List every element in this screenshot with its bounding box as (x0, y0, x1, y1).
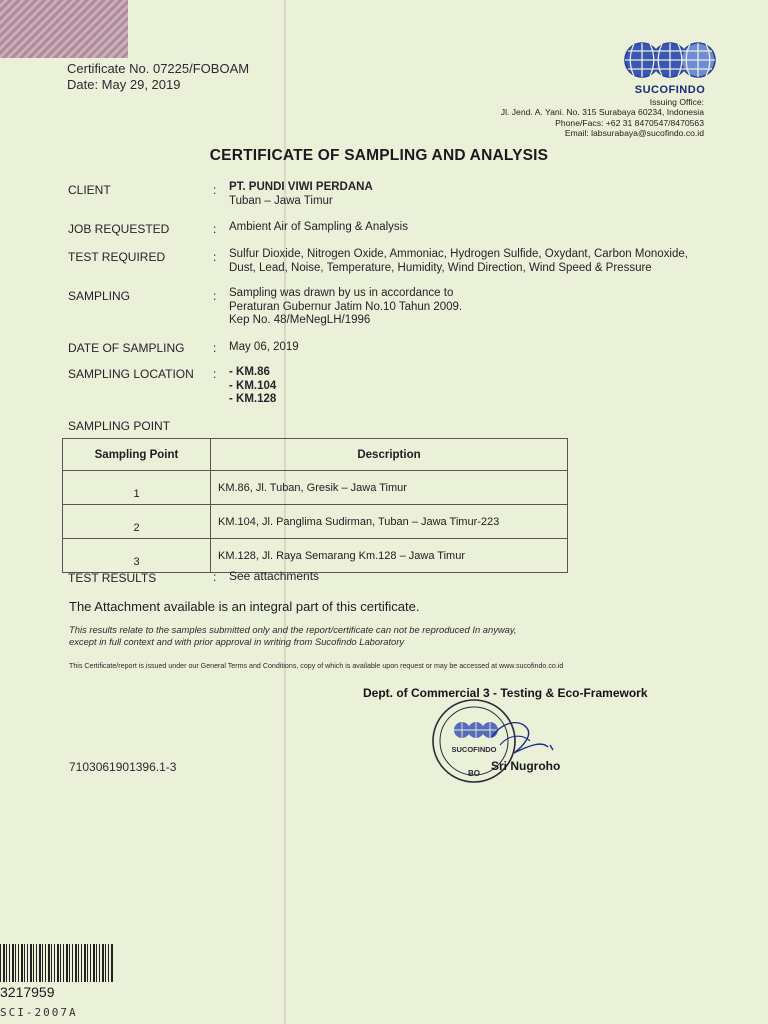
barcode-icon (0, 944, 114, 982)
client-value (229, 181, 373, 208)
sampling-label: SAMPLING (68, 289, 131, 303)
issuer-name: SUCOFINDO (634, 84, 706, 96)
table-row (63, 539, 568, 573)
test-results-colon: : (213, 570, 217, 584)
test-results-label: TEST RESULTS (68, 571, 157, 585)
sampling-location-item: - KM.128 (229, 393, 277, 405)
table-header-sampling-point: Sampling Point (63, 439, 211, 471)
disclaimer-line-2: except in full context and with prior approval in writing from Sucofindo Laboratory (69, 635, 405, 647)
form-code: SCI-2007A (0, 1006, 78, 1019)
certificate-date: Date: May 29, 2019 (67, 77, 181, 92)
barcode-number: 3217959 (0, 984, 55, 1000)
stamp-text: SUCOFINDO (451, 745, 497, 754)
table-cell-description: KM.86, Jl. Tuban, Gresik – Jawa Timur (211, 471, 568, 505)
corner-security-pattern (0, 0, 128, 58)
client-label: CLIENT (68, 183, 111, 197)
job-requested-value: Ambient Air of Sampling & Analysis (229, 221, 408, 233)
sampling-line-3: Kep No. 48/MeNegLH/1996 (229, 314, 371, 326)
certificate-header (67, 61, 249, 93)
sucofindo-globe-logo-icon (622, 38, 718, 84)
test-results-value: See attachments (229, 569, 320, 583)
test-required-line-2: Dust, Lead, Noise, Temperature, Humidity, Wind Direction, Wind Speed & Pressure (229, 261, 652, 274)
table-cell-point: 1 (63, 471, 211, 505)
client-colon: : (213, 183, 217, 197)
test-required-value (229, 248, 688, 275)
sampling-location-item: - KM.104 (229, 379, 277, 392)
table-row (63, 471, 568, 505)
sampling-line-2: Peraturan Gubernur Jatim No.10 Tahun 2009. (229, 300, 463, 313)
disclaimer (69, 624, 516, 647)
test-required-line-1: Sulfur Dioxide, Nitrogen Oxide, Ammoniac, Hydrogen Sulfide, Oxydant, Carbon Monoxide, (229, 248, 688, 260)
date-of-sampling-value: May 06, 2019 (229, 341, 299, 353)
sampling-colon: : (213, 289, 217, 303)
signer-name: Sri Nugroho (491, 759, 561, 773)
table-cell-description: KM.128, Jl. Raya Semarang Km.128 – Jawa Timur (211, 539, 568, 573)
sampling-point-table (62, 438, 568, 573)
issuer-address: Jl. Jend. A. Yani. No. 315 Surabaya 60234, Indonesia (500, 107, 704, 118)
sampling-value (229, 287, 462, 328)
client-location: Tuban – Jawa Timur (229, 194, 333, 207)
stamp-sub: BO (468, 769, 480, 778)
document-number: 7103061901396.1-3 (69, 760, 177, 774)
sampling-location-item: - KM.86 (229, 366, 270, 378)
department-name: Dept. of Commercial 3 - Testing & Eco-Framework (363, 686, 648, 700)
job-requested-label: JOB REQUESTED (68, 222, 170, 236)
table-header-description: Description (211, 439, 568, 471)
table-header-row (63, 439, 568, 471)
test-required-label: TEST REQUIRED (68, 250, 166, 264)
certificate-number: Certificate No. 07225/FOBOAM (67, 61, 250, 76)
table-cell-point: 3 (63, 539, 211, 573)
table-cell-description: KM.104, Jl. Panglima Sudirman, Tuban – Jawa Timur-223 (211, 505, 568, 539)
test-required-colon: : (213, 250, 217, 264)
job-requested-colon: : (213, 222, 217, 236)
issuing-office-label: Issuing Office: (649, 97, 704, 107)
sampling-location-colon: : (213, 367, 217, 381)
issuing-office-block (501, 97, 704, 139)
sampling-line-1: Sampling was drawn by us in accordance to (229, 287, 454, 299)
attachment-note: The Attachment available is an integral part of this certificate. (69, 599, 420, 614)
issuer-phone: Phone/Facs: +62 31 8470547/8470563 (555, 117, 704, 128)
sampling-location-label: SAMPLING LOCATION (68, 367, 194, 381)
document-title: CERTIFICATE OF SAMPLING AND ANALYSIS (209, 147, 549, 164)
date-of-sampling-label: DATE OF SAMPLING (68, 341, 185, 355)
table-row (63, 505, 568, 539)
sampling-location-list (229, 366, 276, 407)
client-name: PT. PUNDI VIWI PERDANA (229, 181, 373, 193)
issuer-email: Email: labsurabaya@sucofindo.co.id (564, 128, 704, 139)
disclaimer-line-1: This results relate to the samples submitted only and the report/certificate can not be reproduced In anyway, (69, 624, 517, 635)
table-cell-point: 2 (63, 505, 211, 539)
company-stamp-icon (430, 697, 561, 787)
sampling-point-label: SAMPLING POINT (68, 419, 171, 433)
terms-note: This Certificate/report is issued under our General Terms and Conditions, copy of which is available upon request or may be accessed at www.sucofindo.co.id (69, 662, 564, 670)
date-of-sampling-colon: : (213, 341, 217, 355)
